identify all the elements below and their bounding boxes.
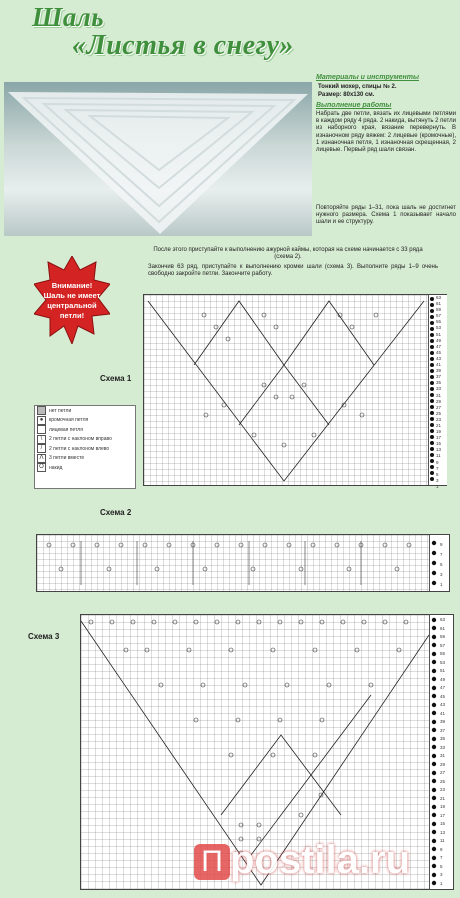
scheme3-row-numbers: 63 61 59 57 55 53 51 49 47 45 43 41 39 37 35 33 31 29 27 25 23 21 19 17 15 13 11 9 7 5 3 1 bbox=[440, 617, 446, 886]
execution-paragraph3: После этого приступайте к выполнению ажурной каймы, которая на схеме начинается с 33 ряда (схема 2). bbox=[153, 247, 423, 261]
legend-item: Λ 3 петли вместе bbox=[35, 454, 135, 464]
execution-paragraph1: Набрать две петли, вязать их лицевыми петлями в каждом ряду 4 ряда. 2 накида, вытянуть 2 петли из наборного края, вязание перевернуть. В изнаночном ряду вяжем: 2 лицевые (кромочные), 1 изнаночная петля, 1 изнаночная скрещенная, 2 лицевые. Первый ряд шали связан. bbox=[316, 111, 456, 154]
legend-item: лицевая петля bbox=[35, 425, 135, 435]
materials-size: Размер: 80х130 см. bbox=[318, 92, 375, 98]
legend-item: нет петли bbox=[35, 406, 135, 416]
title-line1: Шаль bbox=[32, 2, 105, 32]
warning-line4: петли! bbox=[59, 311, 85, 320]
execution-paragraph2: Повторяйте ряды 1–31, пока шаль не достигнет нужного размера. Схема 1 показывает начало шали и ее структуру. bbox=[316, 205, 456, 226]
legend-item: \ 2 петли с наклоном вправо bbox=[35, 435, 135, 445]
scheme1-label: Схема 1 bbox=[100, 374, 132, 383]
execution-heading: Выполнение работы bbox=[316, 102, 392, 109]
legend-item: / 2 петли с наклоном влево bbox=[35, 444, 135, 454]
title-line2: «Листья в снегу» bbox=[72, 30, 294, 61]
watermark-text: postila.ru bbox=[230, 838, 411, 882]
shawl-photo bbox=[4, 82, 312, 236]
execution-paragraph4: Закончив 63 ряд, приступайте к выполнению кромки шали (схема 3). Выполните ряды 1–9 очень свободно закройте петли. Закончите работу. bbox=[148, 264, 438, 278]
warning-badge bbox=[34, 256, 110, 344]
materials-heading: Материалы и инструменты bbox=[316, 74, 419, 81]
scheme1-chart bbox=[143, 294, 447, 489]
materials-text: Тонкий мохер, спицы № 2. bbox=[318, 84, 397, 90]
scheme1-row-numbers: 63 61 59 57 55 53 51 49 47 45 43 41 39 37 35 33 31 29 27 25 23 21 19 17 15 13 11 9 7 5 3 1 bbox=[436, 295, 442, 489]
scheme2-chart bbox=[36, 534, 450, 592]
legend-item: O накид bbox=[35, 463, 135, 473]
warning-line1: Внимание! bbox=[51, 281, 93, 290]
scheme2-row-numbers: 9 7 5 3 1 bbox=[440, 542, 443, 587]
scheme3-label: Схема 3 bbox=[28, 632, 60, 641]
scheme2-label: Схема 2 bbox=[100, 508, 132, 517]
warning-line3: центральной bbox=[47, 301, 97, 310]
warning-line2: Шаль не имеет bbox=[43, 291, 101, 300]
legend bbox=[34, 405, 136, 489]
legend-item: ● кромочная петля bbox=[35, 416, 135, 426]
postila-logo-icon: П bbox=[194, 844, 230, 880]
